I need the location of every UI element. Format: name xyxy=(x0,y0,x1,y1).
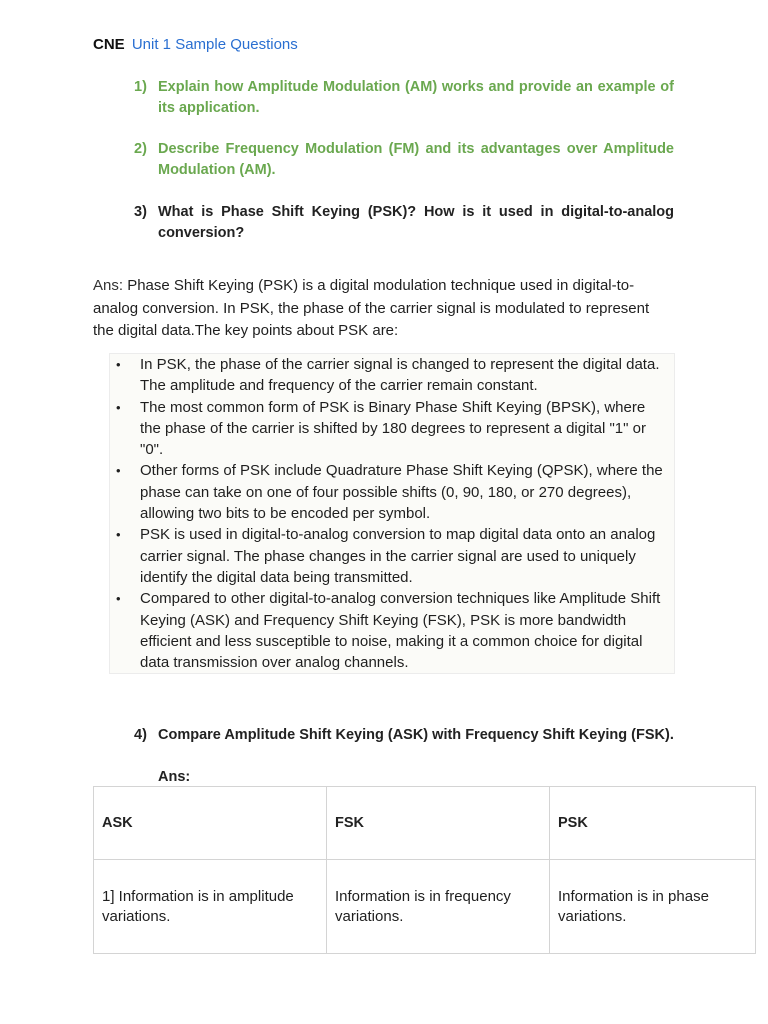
list-item-text: Other forms of PSK include Quadrature Phase Shift Keying (QPSK), where the phase can take on one of four possible shifts (0, 90, 180, or 270 degrees), allowing two bits to be encoded per symbol. xyxy=(140,462,663,523)
list-item xyxy=(110,397,674,461)
table-cell: 1] Information is in amplitude variations. xyxy=(94,860,327,954)
question-number: 2) xyxy=(134,141,147,157)
question-3 xyxy=(134,202,674,244)
question-number: 4) xyxy=(134,727,147,743)
question-text: What is Phase Shift Keying (PSK)? How is it used in digital-to-analog conversion? xyxy=(158,204,674,241)
answer-label: Ans: xyxy=(93,277,124,294)
question-number: 1) xyxy=(134,79,147,95)
table-header-cell: ASK xyxy=(94,787,327,860)
list-item-text: In PSK, the phase of the carrier signal is changed to represent the digital data. The amplitude and frequency of the carrier remain constant. xyxy=(140,356,660,395)
list-item-text: Compared to other digital-to-analog conversion techniques like Amplitude Shift Keying (ASK) and Frequency Shift Keying (FSK), PSK is more bandwidth efficient and less susceptible to noise, making it a common choice for digital data transmission over analog channels. xyxy=(140,590,661,672)
table-header-cell: PSK xyxy=(550,787,756,860)
list-item xyxy=(110,354,674,397)
answer-3-bullet-list xyxy=(109,353,675,674)
question-2 xyxy=(134,139,674,181)
course-code: CNE xyxy=(93,36,125,53)
bullet-icon: • xyxy=(116,591,121,607)
bullet-icon: • xyxy=(116,527,121,543)
question-1 xyxy=(134,77,674,119)
table-header-row xyxy=(94,787,756,860)
question-text: Explain how Amplitude Modulation (AM) works and provide an example of its application. xyxy=(158,79,674,116)
table-cell: Information is in phase variations. xyxy=(550,860,756,954)
list-item-text: The most common form of PSK is Binary Phase Shift Keying (BPSK), where the phase of the carrier is shifted by 180 degrees to represent a digital "1" or "0". xyxy=(140,398,646,459)
bullet-icon: • xyxy=(116,357,121,372)
answer-4-label: Ans: xyxy=(158,769,191,785)
bullet-icon: • xyxy=(116,399,121,415)
answer-intro-text: Phase Shift Keying (PSK) is a digital modulation technique used in digital-to-analog conversion. In PSK, the phase of the carrier signal is modulated to represent the digital data.The key points about PSK are: xyxy=(93,277,650,339)
bullet-icon: • xyxy=(116,463,121,479)
list-item xyxy=(110,588,674,673)
document-title xyxy=(93,35,298,55)
question-number: 3) xyxy=(134,204,147,220)
list-item xyxy=(110,524,674,588)
list-item-text: PSK is used in digital-to-analog conversion to map digital data onto an analog carrier signal. The phase changes in the carrier signal are used to uniquely identify the digital data being transmitted. xyxy=(140,526,656,586)
table-cell: Information is in frequency variations. xyxy=(327,860,550,954)
answer-3-intro xyxy=(93,275,668,343)
comparison-table xyxy=(93,786,756,954)
list-item xyxy=(110,460,674,524)
question-text: Describe Frequency Modulation (FM) and its advantages over Amplitude Modulation (AM). xyxy=(158,141,674,178)
table-row xyxy=(94,860,756,954)
question-4 xyxy=(134,725,674,746)
title-subtitle: Unit 1 Sample Questions xyxy=(131,36,298,53)
question-text: Compare Amplitude Shift Keying (ASK) with Frequency Shift Keying (FSK). xyxy=(158,727,674,743)
table-header-cell: FSK xyxy=(327,787,550,860)
